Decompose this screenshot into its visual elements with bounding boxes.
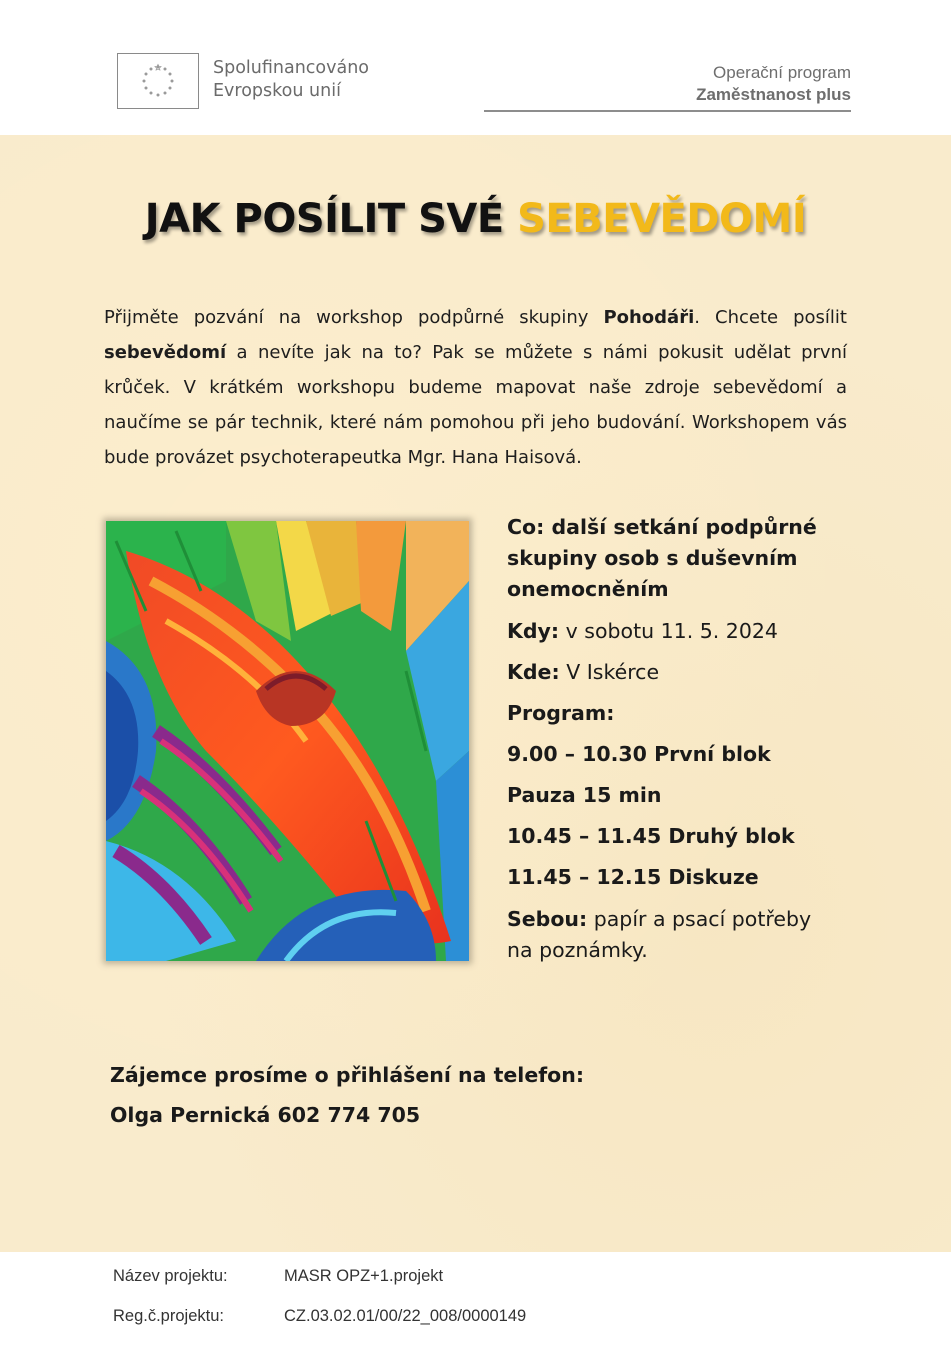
header-rule (484, 110, 851, 112)
contact-line-1: Zájemce prosíme o přihlášení na telefon: (110, 1063, 585, 1087)
op-line-1: Operační program (713, 63, 851, 82)
what-value: další setkání podpůrné skupiny osob s duševním onemocněním (507, 515, 817, 601)
detail-program (507, 698, 837, 729)
what-label: Co: (507, 515, 545, 539)
detail-where (507, 657, 837, 688)
title-highlight: SEBEVĚDOMÍ (517, 196, 807, 242)
intro-paragraph (104, 300, 847, 475)
program-block-3-text: 11.45 – 12.15 Diskuze (507, 865, 759, 889)
program-block-1-text: 9.00 – 10.30 První blok (507, 742, 771, 766)
program-label: Program: (507, 701, 615, 725)
eu-flag-logo (117, 53, 199, 109)
cofunding-line-1: Spolufinancováno (213, 58, 370, 78)
detail-bring (507, 904, 837, 966)
intro-text-2: . Chcete posílit (694, 307, 847, 328)
program-block-3 (507, 862, 837, 893)
abstract-painting (106, 521, 469, 961)
op-line-2: Zaměstnanost plus (696, 85, 851, 104)
program-pause (507, 780, 837, 811)
when-label: Kdy: (507, 619, 560, 643)
cofunding-line-2: Evropskou unií (213, 81, 341, 101)
bring-label: Sebou: (507, 907, 588, 931)
intro-text-3: a nevíte jak na to? Pak se můžete s námi pokusit udělat první krůček. V krátkém workshopu budeme mapovat naše zdroje sebevědomí a naučíme se pár technik, které nám pomohou při jeho budování. Workshopem vás bude provázet psychoterapeutka Mgr. Hana Haisová. (104, 342, 847, 468)
where-value: V Iskérce (559, 660, 660, 684)
program-pause-text: Pauza 15 min (507, 783, 662, 807)
eu-stars-icon (118, 54, 198, 108)
footer (0, 1252, 951, 1345)
title-part-1: JAK POSÍLIT SVÉ (144, 196, 518, 242)
project-reg-label: Reg.č.projektu: (113, 1307, 224, 1325)
detail-what (507, 512, 837, 605)
intro-bold-selfesteem: sebevědomí (104, 342, 227, 363)
where-label: Kde: (507, 660, 560, 684)
program-block-2 (507, 821, 837, 852)
header (0, 0, 951, 135)
detail-when (507, 616, 837, 647)
cofunding-text (213, 57, 369, 103)
contact-line-2: Olga Pernická 602 774 705 (110, 1103, 421, 1127)
program-block-1 (507, 739, 837, 770)
operational-program (696, 62, 851, 106)
project-name-label: Název projektu: (113, 1267, 228, 1285)
project-name-value: MASR OPZ+1.projekt (284, 1267, 444, 1285)
when-value: v sobotu 11. 5. 2024 (559, 619, 778, 643)
program-block-2-text: 10.45 – 11.45 Druhý blok (507, 824, 795, 848)
intro-bold-group: Pohodáři (603, 307, 695, 328)
painting-image (106, 521, 469, 961)
intro-text-1: Přijměte pozvání na workshop podpůrné skupiny (104, 307, 604, 328)
project-reg-value: CZ.03.02.01/00/22_008/0000149 (284, 1307, 527, 1325)
page-title (0, 196, 951, 242)
bring-value: papír a psací potřeby na poznámky. (507, 907, 812, 962)
